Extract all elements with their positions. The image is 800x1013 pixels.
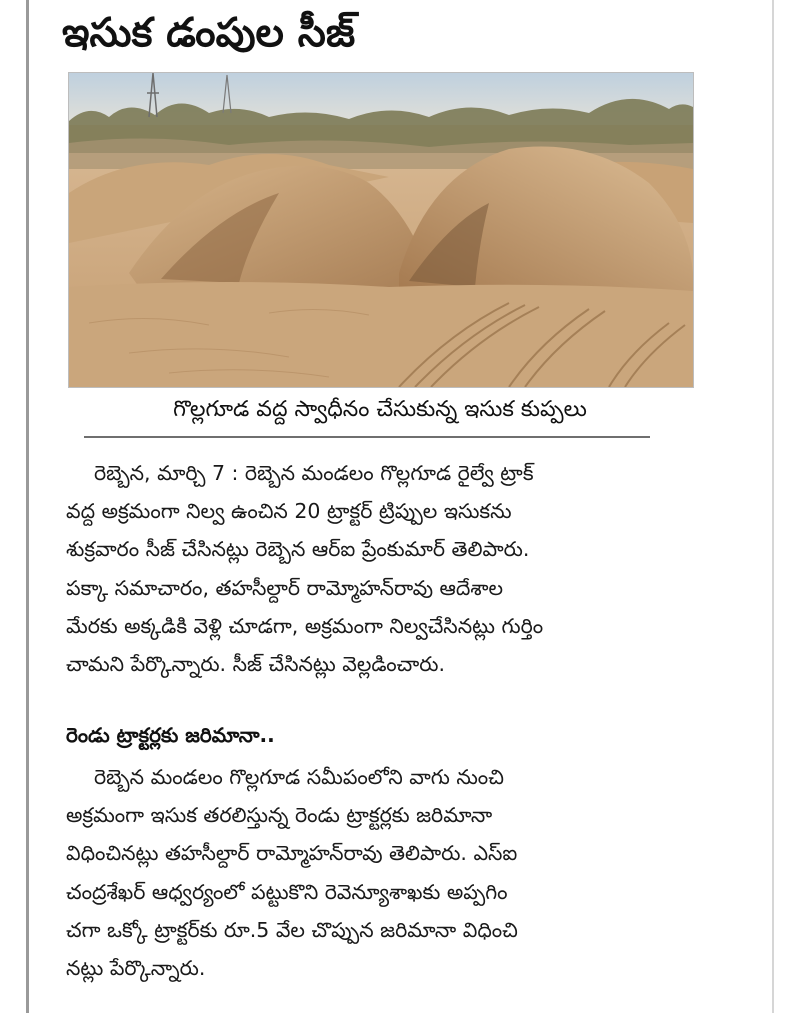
subheading: రెండు ట్రాక్టర్లకు జరిమానా.. <box>66 723 275 747</box>
article-headline: ఇసుక డంపుల సీజ్ <box>62 10 356 56</box>
paragraph-2 <box>66 758 702 987</box>
paragraph-2-line: విధించినట్లు తహసీల్దార్ రామ్మోహన్‌రావు తెలిపారు. ఎస్ఐ <box>66 841 518 866</box>
paragraph-2-line: చంద్రశేఖర్ ఆధ్వర్యంలో పట్టుకొని రెవెన్యూశాఖకు అప్పగిం <box>66 879 508 904</box>
paragraph-1-line: చామని పేర్కొన్నారు. సీజ్ చేసినట్లు వెల్లడించారు. <box>66 652 446 677</box>
column-rule-right <box>772 0 774 1013</box>
foreground-sand <box>69 282 693 387</box>
paragraph-1-line: పక్కా సమాచారం, తహసీల్దార్ రామ్మోహన్‌రావు ఆదేశాల <box>66 575 504 600</box>
paragraph-2-line: చగా ఒక్కో ట్రాక్టర్‌కు రూ.5 వేల చొప్పున జరిమానా విధించి <box>66 917 518 942</box>
paragraph-1-line: శుక్రవారం సీజ్ చేసినట్లు రెబ్బెన ఆర్ఐ ప్రేంకుమార్ తెలిపారు. <box>66 537 530 562</box>
paragraph-2-line: నట్లు పేర్కొన్నారు. <box>66 956 206 981</box>
paragraph-1 <box>66 454 702 683</box>
photo-illustration <box>69 73 693 387</box>
paragraph-2-line: అక్రమంగా ఇసుక తరలిస్తున్న రెండు ట్రాక్టర్లకు జరిమానా <box>66 803 493 828</box>
paragraph-1-line: రెబ్బెన, మార్చి 7 : రెబ్బెన మండలం గొల్లగూడ రైల్వే ట్రాక్ <box>94 461 534 485</box>
paragraph-1-line: వద్ద అక్రమంగా నిల్వ ఉంచిన 20 ట్రాక్టర్ ట్రిప్పుల ఇసుకను <box>66 499 512 524</box>
caption-underline <box>84 436 650 438</box>
column-rule-left <box>26 0 29 1013</box>
paragraph-1-line: మేరకు అక్కడికి వెళ్లి చూడగా, అక్రమంగా నిల్వచేసినట్లు గుర్తిం <box>66 613 544 638</box>
paragraph-2-line: రెబ్బెన మండలం గొల్లగూడ సమీపంలోని వాగు నుంచి <box>94 765 504 789</box>
sand-piles-photo <box>68 72 694 388</box>
photo-caption: గొల్లగూడ వద్ద స్వాధీనం చేసుకున్న ఇసుక కుప్పలు <box>173 397 587 422</box>
